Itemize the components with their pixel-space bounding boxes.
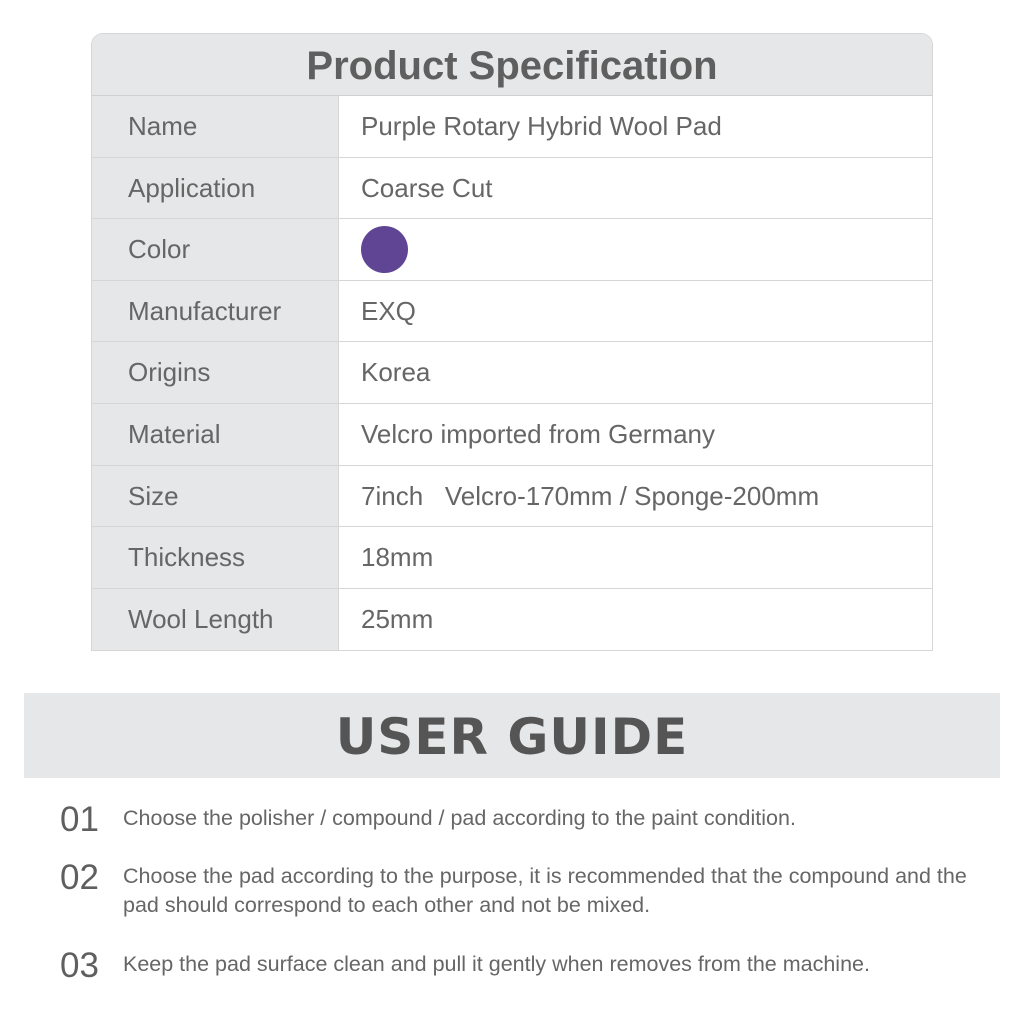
spec-row-manufacturer (92, 281, 932, 343)
spec-row-origins (92, 342, 932, 404)
row-label: Thickness (92, 527, 339, 588)
spec-row-material (92, 404, 932, 466)
guide-step (60, 859, 983, 920)
color-swatch (361, 226, 408, 273)
spec-row-wool-length (92, 589, 932, 651)
product-specification-table (91, 33, 933, 651)
row-label: Wool Length (92, 589, 339, 651)
spec-title: Product Specification (92, 34, 932, 96)
step-text: Keep the pad surface clean and pull it gently when removes from the machine. (123, 952, 870, 976)
step-number: 02 (60, 858, 99, 897)
spec-row-thickness (92, 527, 932, 589)
guide-step (60, 801, 983, 839)
row-value: EXQ (361, 295, 416, 326)
step-number: 01 (60, 800, 99, 839)
row-label: Material (92, 404, 339, 465)
step-text: Choose the polisher / compound / pad according to the paint condition. (123, 806, 796, 830)
row-label: Size (92, 466, 339, 527)
row-value: 18mm (361, 542, 434, 573)
row-label: Manufacturer (92, 281, 339, 342)
row-value: Korea (361, 357, 431, 388)
guide-step (60, 947, 983, 985)
spec-row-size (92, 466, 932, 528)
row-value: Velcro imported from Germany (361, 418, 716, 449)
row-value: Coarse Cut (361, 172, 493, 203)
row-value: 25mm (361, 603, 434, 634)
spec-row-application (92, 158, 932, 220)
row-value: Purple Rotary Hybrid Wool Pad (361, 111, 722, 141)
row-value: 7inch Velcro-170mm / Sponge-200mm (361, 480, 820, 511)
step-number: 03 (60, 946, 99, 985)
row-label: Origins (92, 342, 339, 403)
spec-row-name (92, 96, 932, 158)
row-label: Application (92, 158, 339, 219)
row-label: Name (92, 96, 339, 157)
step-text: Choose the pad according to the purpose, it is recommended that the compound and the pad should correspond to each other and not be mixed. (123, 864, 967, 917)
row-value (339, 219, 932, 280)
spec-row-color (92, 219, 932, 281)
row-label: Color (92, 219, 339, 280)
user-guide-title: USER GUIDE (24, 693, 1000, 778)
